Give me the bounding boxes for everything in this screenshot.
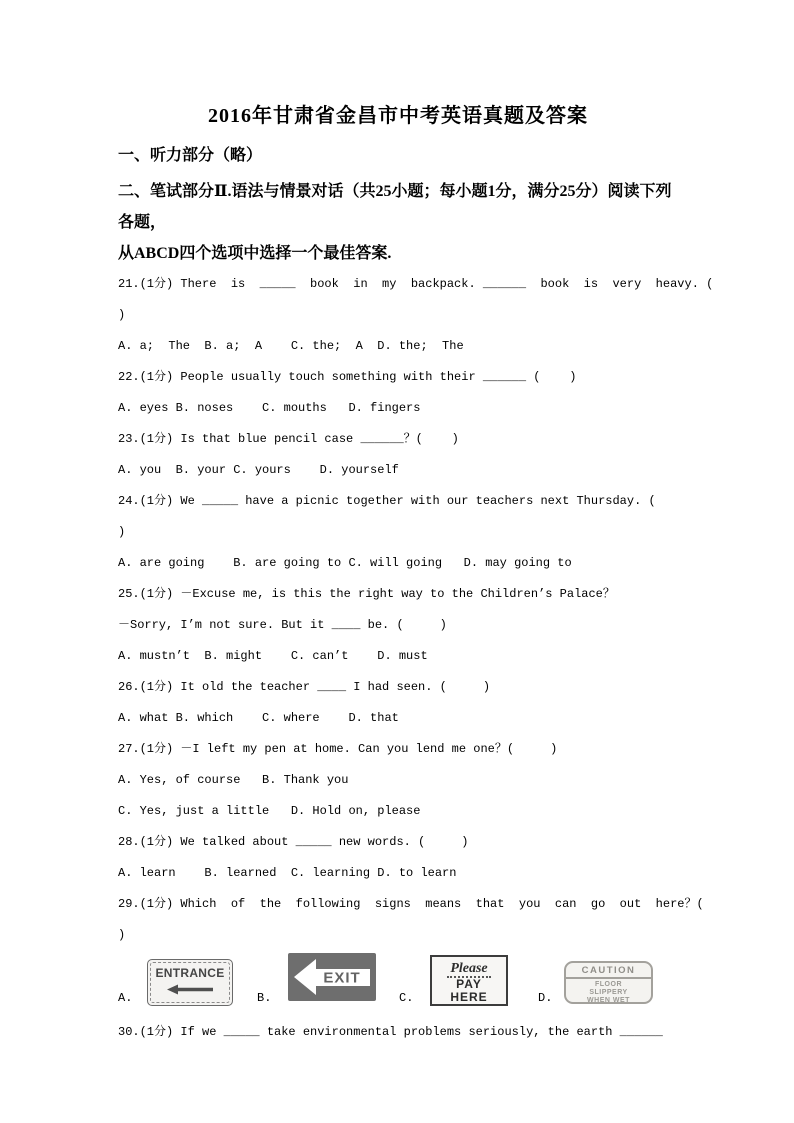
pay-here-sign (430, 955, 508, 1006)
question-21-options: A. a; The B. a; A C. the; A D. the; The (118, 339, 464, 353)
question-22-options: A. eyes B. noses C. mouths D. fingers (118, 401, 421, 415)
question-25-options: A. mustn’t B. might C. can’t D. must (118, 649, 428, 663)
question-26-line: 26.(1分) It old the teacher ____ I had seen. ( ) (118, 680, 491, 694)
exit-sign (288, 953, 376, 1006)
pay-sign-here-text: HERE (450, 990, 488, 1004)
caution-sign-line2: SLIPPERY (589, 989, 628, 996)
question-28-line: 28.(1分) We talked about _____ new words. ( ) (118, 835, 469, 849)
caution-sign-title: CAUTION (566, 963, 651, 979)
entrance-sign (147, 959, 233, 1006)
question-21-close-paren: ) (118, 308, 126, 322)
sign-option-b-label: B. (257, 991, 272, 1005)
question-24-line: 24.(1分) We _____ have a picnic together with our teachers next Thursday. ( (118, 494, 656, 508)
question-23-options: A. you B. your C. yours D. yourself (118, 463, 399, 477)
pay-sign-please-text: Please (447, 961, 490, 978)
section-heading-written-line1: 二、笔试部分Ⅱ.语法与情景对话（共25小题；每小题1分，满分25分）阅读下列各题， (118, 183, 672, 231)
question-27-options-ab: A. Yes, of course B. Thank you (118, 773, 349, 787)
question-25-line2: －Sorry, I’m not sure. But it ____ be. ( ) (118, 618, 447, 632)
sign-option-c-label: C. (399, 991, 414, 1005)
sign-option-d-label: D. (538, 991, 553, 1005)
exit-sign-text: EXIT (323, 969, 361, 987)
section-heading-written-line2: 从ABCD四个选项中选择一个最佳答案. (118, 245, 392, 262)
question-27-line: 27.(1分) －I left my pen at home. Can you lend me one？( ) (118, 742, 558, 756)
caution-sign-line1: FLOOR (595, 981, 622, 988)
question-22-line: 22.(1分) People usually touch something with their ______ ( ) (118, 370, 577, 384)
question-24-options: A. are going B. are going to C. will going D. may going to (118, 556, 572, 570)
section-heading-listening: 一、听力部分（略） (118, 147, 263, 164)
question-23-line: 23.(1分) Is that blue pencil case ______？( ) (118, 432, 459, 446)
question-28-options: A. learn B. learned C. learning D. to learn (118, 866, 457, 880)
section-heading-written (118, 176, 678, 269)
question-21-line: 21.(1分) There is _____ book in my backpack. ______ book is very heavy. ( (118, 277, 714, 291)
question-29-line: 29.(1分) Which of the following signs means that you can go out here？( (118, 897, 704, 911)
caution-sign-body (566, 979, 651, 1004)
entrance-sign-text: ENTRANCE (155, 966, 225, 980)
question-29-close-paren: ) (118, 928, 126, 942)
question-29-signs-row (118, 951, 758, 1011)
question-25-line1: 25.(1分) －Excuse me, is this the right way to the Children’s Palace？ (118, 587, 615, 601)
caution-sign-line3: WHEN WET (587, 997, 630, 1004)
question-30-line: 30.(1分) If we _____ take environmental problems seriously, the earth ______ (118, 1025, 663, 1039)
question-26-options: A. what B. which C. where D. that (118, 711, 399, 725)
page-content (118, 0, 714, 1048)
exit-arrow-icon (288, 953, 376, 1001)
page-title: 2016年甘肃省金昌市中考英语真题及答案 (208, 105, 588, 127)
question-24-close-paren: ) (118, 525, 126, 539)
sign-option-a-label: A. (118, 991, 133, 1005)
pay-sign-pay-text: PAY (456, 977, 482, 991)
left-arrow-icon (167, 984, 213, 995)
question-27-options-cd: C. Yes, just a little D. Hold on, please (118, 804, 421, 818)
caution-sign (564, 961, 653, 1004)
